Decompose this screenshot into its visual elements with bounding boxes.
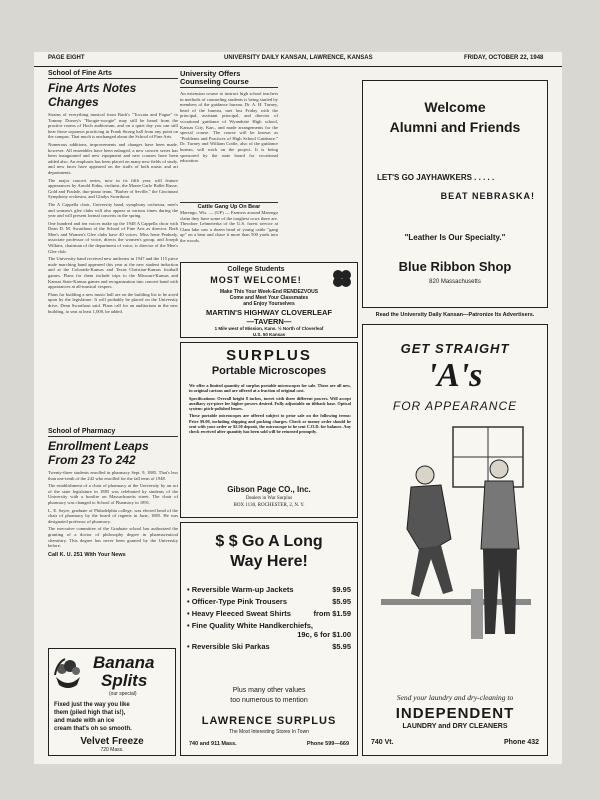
banana-line: them (piled high that is!), [54, 710, 126, 716]
martins-line-6: MARTIN'S HIGHWAY CLOVERLEAF [206, 308, 332, 317]
lawrence-head-2: Way Here! [230, 553, 308, 570]
lawrence-head-1: $ $ Go A Long [215, 533, 323, 550]
martins-tavern-ad [180, 262, 358, 338]
headline-pharmacy-b: From 23 To 242 [48, 453, 136, 467]
call-line: Call K. U. 251 With Your News [48, 551, 126, 558]
banana-special: (our special) [109, 691, 137, 697]
lawrence-surplus-ad [180, 522, 358, 756]
article-cattle [180, 202, 278, 244]
martins-line-1: College Students [227, 266, 285, 273]
gibson-dealers: Dealers in War Surplus [245, 496, 293, 501]
banana-line: and made with an ice [54, 718, 115, 724]
section-title: School of Fine Arts [48, 70, 178, 79]
lawrence-item [187, 597, 351, 606]
blue-ribbon-alumni: Alumni and Friends [389, 119, 521, 135]
article-pharmacy [48, 470, 178, 549]
surplus-paragraph: Specifications: Overall height 8 inches, turret with three different powers. Will accept auxiliary eye-piece for higher powers desired. Fully adjustable on tiltback base. Optical system: pitch-polished lenses. [189, 395, 351, 412]
banana-title-1: Banana [93, 653, 155, 672]
gibson-box: BOX 1130, ROCHESTER, 2, N. Y. [233, 503, 305, 508]
independent-as: 'A's [427, 357, 483, 394]
item-price: $5.95 [332, 597, 351, 606]
lawrence-surplus-tagline: The Most Interesting Stores In Town [229, 729, 309, 735]
lawrence-plus-2: too numerous to mention [230, 697, 308, 704]
martins-line-7: —TAVERN— [246, 317, 292, 326]
cattle-text: Marengo, Wis. — (UP) — Farmers around Marengo claim they have some of the toughest cows there are. Theodore Lehmeierka of the U.S. forest service at Clam lake saw a dozen head of young cattle "gang up" on a bear and chase it more than 500 yards into the woods. [180, 210, 278, 243]
banana-title-2: Splits [101, 671, 148, 690]
velvet-freeze-name: Velvet Freeze [80, 736, 144, 747]
item-label: • Fine Quality White Handkerchiefs, [187, 621, 313, 630]
item-price: $9.95 [332, 585, 351, 594]
banana-line: Fixed just the way you like [54, 702, 130, 708]
blue-ribbon-beat: BEAT NEBRASKA! [440, 191, 535, 201]
headline-fine-arts: Fine Arts Notes Changes [48, 81, 137, 109]
surplus-body [189, 383, 351, 437]
martins-line-5: and Enjoy Yourselves [243, 301, 295, 307]
cloverleaf-icon [331, 267, 353, 289]
blue-ribbon-ad [362, 80, 548, 308]
newspaper-page [34, 52, 562, 764]
velvet-freeze-ad [48, 648, 176, 756]
column-pharmacy [48, 428, 178, 558]
lawrence-surplus-address: 740 and 911 Mass. [189, 741, 237, 747]
martins-line-8: 1 Mile west of Mission, Kans. ½ North of Cloverleaf [214, 326, 324, 331]
velvet-freeze-address: 720 Mass. [100, 747, 124, 753]
issue-date: FRIDAY, OCTOBER 22, 1948 [464, 55, 544, 61]
item-label: • Officer-Type Pink Trousers [187, 597, 288, 606]
lawrence-item [187, 585, 351, 594]
paper-name: UNIVERSITY DAILY KANSAN, LAWRENCE, KANSAS [224, 55, 373, 61]
paragraph: The University band received new uniforms in 1947 and the 115 piece male marching band appeared this year at the new student induction and at the Colorado-Kansas and Texas Christian-Kansas football games. Plans for them include trips to the Missouri-Kansas and Kansas State-Kansas games and reorganization into concert band with appearances at all-musical vespers. [48, 256, 178, 290]
surplus-microscopes-ad [180, 342, 358, 518]
column-fine-arts [48, 70, 178, 316]
cattle-title: Cattle Gang Up On Bear [180, 202, 278, 210]
blue-ribbon-name: Blue Ribbon Shop [398, 259, 512, 274]
column-counseling [180, 70, 278, 164]
paragraph: The A Cappella choir, University band, symphony orchestra, men's and women's glee clubs will also appear at various times during the year and will present formal concerts in the spring. [48, 201, 178, 219]
lawrence-plus-1: Plus many other values [232, 687, 306, 694]
paragraph: One hundred and ten voices make up the 1948 A Cappella choir with Dean D. M. Swarthout of the School of Fine Arts as director. Both Men's and Women's Glee clubs have 40 voices. Miss Irene Peabody, associate professor of voice, directs the women's group, and Joseph Wilkins, chairman of the department of voice, is director of the Men's Glee club. [48, 220, 178, 254]
martins-line-4: Come and Meet Your Classmates [229, 295, 309, 301]
martins-line-9: U.S. 50 Kansas [252, 332, 286, 337]
surplus-subtitle: Portable Microscopes [211, 365, 327, 377]
lawrence-surplus-phone: Phone 599—669 [306, 741, 349, 747]
headline-pharmacy-a: Enrollment Leaps [48, 439, 149, 453]
item-label: • Reversible Ski Parkas [187, 642, 270, 651]
banana-split-icon [53, 655, 83, 691]
article-counseling: An extension course to instruct high school teachers in methods of counseling students is being started by members of the guidance bureau. Dr. A. H. Turney, head of the bureau, met last Friday with the principal, assistant principal, and director of vocational guidance of Wyandotte High school, Kansas City, Kan., and made arrangements for the special course. The course will be known as "Problems and Practices of High School Guidance." Dr. Turney and William Cottle, also of the guidance bureau, will work on the project. It is being sponsored by the state board for vocational education. [180, 91, 278, 164]
page-number: PAGE EIGHT [48, 55, 85, 61]
banana-line: cream that's oh so smooth. [54, 726, 132, 732]
paragraph: The establishment of a chair of pharmacy at the University by an act of the state legislature in 1885 was celebrated by students of the University with a bonfire on Massachusetts street. The chair of pharmacy was changed to School of Pharmacy in 1891. [48, 483, 178, 505]
gibson-page-name: Gibson Page CO., Inc. [227, 485, 311, 494]
item-label: 19c, 6 for $1.00 [297, 630, 351, 639]
lawrence-item [187, 642, 351, 651]
lawrence-item-list [187, 585, 351, 654]
paragraph: Twenty-three students enrolled in pharmacy Sept. 9, 1885. That's less than one-tenth of the 242 who enrolled for the fall term of 1948. [48, 470, 178, 481]
read-kansan-line: Read the University Daily Kansan—Patronize Its Advertisers. [375, 312, 535, 318]
surplus-paragraph: These portable microscopes are offered subject to prior sale on the following terms: Price $9.00, including shipping and packing charges. Check or money order should be sent with your order or $2.50 deposit, the microscope to be sent C.O.D. for balance. Any check received after quantity has been sold will be returned promptly. [189, 413, 351, 435]
surplus-paragraph: We offer a limited quantity of surplus portable microscopes for sale. These are all new, in original cartons and are offered at a fraction of original cost. [189, 383, 351, 394]
item-price: from $1.59 [313, 609, 351, 618]
paragraph: L. E. Sayre, graduate of Philadelphia college, was elected head of the chair of pharmacy by the board of regents in June, 1885. He was designated professor of pharmacy. [48, 507, 178, 524]
lawrence-item [187, 609, 351, 618]
independent-send: Send your laundry and dry-cleaning to [396, 693, 514, 702]
surplus-title: SURPLUS [226, 347, 312, 364]
item-label: • Heavy Fleeced Sweat Shirts [187, 609, 291, 618]
item-price: $5.95 [332, 642, 351, 651]
blue-ribbon-address: 820 Massachusetts [429, 279, 481, 285]
lawrence-item [187, 621, 351, 630]
independent-for: FOR APPEARANCE [392, 399, 518, 413]
banana-text [54, 701, 132, 733]
two-men-illustration [371, 419, 541, 651]
independent-get: GET STRAIGHT [400, 341, 510, 356]
blue-ribbon-welcome: Welcome [424, 99, 486, 115]
lawrence-surplus-name: LAWRENCE SURPLUS [201, 715, 337, 727]
paragraph: The executive committee of the Graduate school has authorized the granting of a doctor of philosophy degree in pharmaceutical chemistry. This degree has never been granted by the University before. [48, 526, 178, 549]
paragraph: Plans for building a new music hall are on the building list to be acted upon by the legislature. It will probably be placed on the University drive, Dean Swarthout said. Plans call for an auditorium in the new building, to seat at least 1,000, he added. [48, 291, 178, 314]
paragraph: Numerous additions, improvements and changes have been made, however. All ensembles have been enlarged, a new concert series has been inaugurated and new equipment and new courses have been added also. An emphasis has been placed on many new fields of study, and new faces have appeared on the staffs of both music and art departments. [48, 141, 178, 175]
martins-line-2: MOST WELCOME! [210, 275, 302, 285]
paragraph: Strains of everything musical from Bach's "Toccata and Fugue" to Tommy Dorsey's "Boogie-woogie" may still be heard from the practice rooms of Hoch auditorium, and on a quiet day you can still hear those sopranos practicing in Frank Strong hall from any point on the campus. That much is unchanged about the School of Fine Arts. [48, 112, 178, 140]
blue-ribbon-slogan: "Leather Is Our Specialty." [404, 233, 506, 242]
section-title: University Offers Counseling Course [180, 70, 278, 88]
blue-ribbon-lets-go: LET'S GO JAYHAWKERS . . . . . [377, 173, 495, 182]
paragraph: The major concert series, now in its fifth year, will feature appearances by Arnold Eidus, violinist, the Monte Carlo Ballet Russe, Gold and Fizdale, duo-piano team, "Barber of Seville," the Cincinnati Symphony orchestra, and Gladys Swarthout. [48, 177, 178, 200]
article-fine-arts [48, 112, 178, 314]
page-header [34, 52, 562, 67]
section-title: School of Pharmacy [48, 428, 178, 437]
independent-name: INDEPENDENT [395, 705, 515, 722]
independent-address: 740 Vt. [371, 739, 394, 746]
martins-line-3: Make This Your Week-End RENDEZVOUS [219, 289, 319, 295]
lawrence-item [187, 630, 351, 639]
item-label: • Reversible Warm-up Jackets [187, 585, 294, 594]
independent-sub: LAUNDRY and DRY CLEANERS [402, 723, 508, 730]
independent-phone: Phone 432 [503, 739, 539, 746]
independent-laundry-ad [362, 324, 548, 756]
